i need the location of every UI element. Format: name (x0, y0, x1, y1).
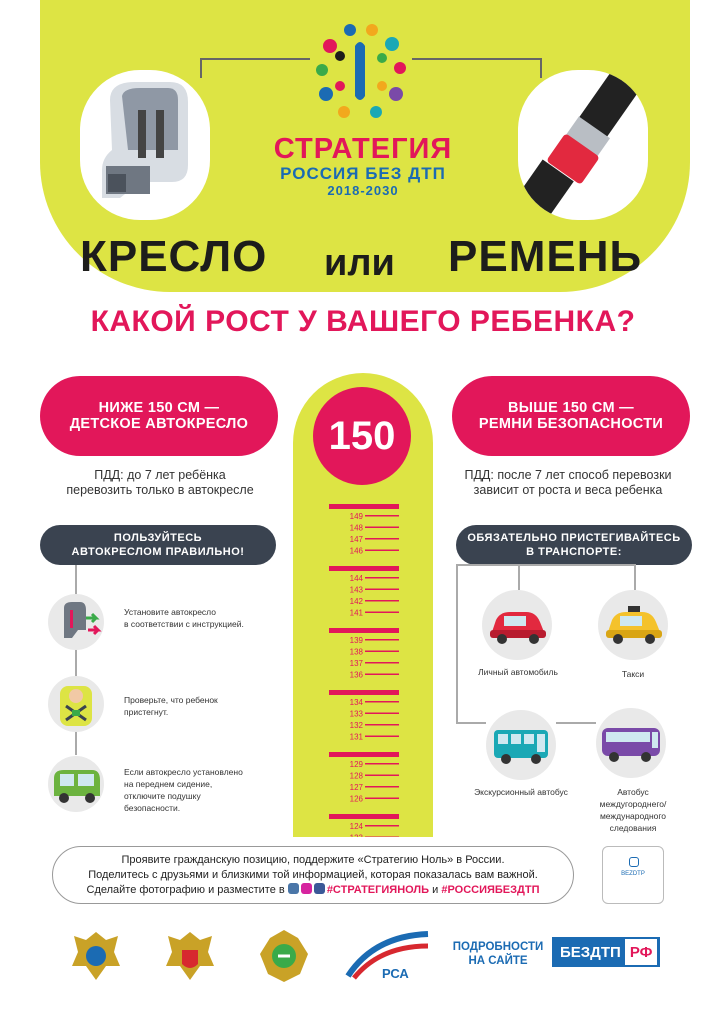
ruler-tick-label: 147 (349, 535, 363, 544)
car-seat-icon (80, 70, 210, 220)
vehicle-taxi-wrap (598, 590, 668, 660)
ruler-tick-label: 127 (349, 783, 363, 792)
step-1-line2: в соответствии с инструкцией. (124, 619, 244, 629)
car-icon (482, 590, 552, 660)
above-150-pill (452, 376, 690, 456)
ruler-minor-tick (365, 798, 399, 800)
vehicle-tour-bus-wrap (486, 710, 556, 780)
step-2-text (124, 694, 274, 718)
left-rule-text (30, 468, 290, 498)
ruler-minor-tick (365, 825, 399, 827)
right-rule-line1: ПДД: после 7 лет способ перевозки (464, 468, 672, 482)
qr-caption: BEZDTP (621, 871, 645, 877)
share-line3: Сделайте фотографию и разместите в (86, 884, 285, 896)
height-150-bubble: 150 (313, 387, 411, 485)
ruler-tick-label: 136 (349, 670, 363, 680)
ruler-minor-tick (365, 775, 399, 777)
headline-or: или (324, 242, 395, 284)
connector-right-drop (540, 58, 542, 78)
buckled-child-icon (48, 676, 104, 732)
ruler-tick-label: 142 (349, 597, 363, 606)
step-3-line4: безопасности. (124, 803, 181, 813)
ruler-tick-label: 126 (349, 794, 363, 804)
ruler-tick-label: 149 (349, 512, 363, 521)
seat-belt-icon (518, 70, 648, 220)
eagle-emblem-icon (66, 926, 126, 986)
ruler-minor-tick (365, 577, 399, 579)
vehicle-coach-wrap (596, 708, 666, 778)
step-2-line1: Проверьте, что ребенок (124, 695, 218, 705)
vehicle-car-wrap (482, 590, 552, 660)
headline-belt: РЕМЕНЬ (448, 232, 643, 281)
ruler-major-tick (329, 566, 399, 571)
branch-bus-horizontal (456, 722, 486, 724)
ruler-tick-label: 144 (349, 574, 363, 583)
vehicle-tour-bus-label: Экскурсионный автобус (474, 787, 568, 797)
ruler-tick-label (350, 834, 364, 838)
ruler-major-tick (329, 752, 399, 757)
instagram-small-icon (629, 857, 639, 867)
ruler-tick-label: 131 (349, 732, 363, 742)
ruler-minor-tick (365, 527, 399, 529)
vehicles-branch (456, 564, 636, 566)
step-2-line2: пристегнут. (124, 707, 169, 717)
car-seat-icon (48, 594, 104, 650)
ruler-tick-label: 141 (349, 608, 363, 618)
step-1-line1: Установите автокресло (124, 607, 216, 617)
seat-belt-illustration (518, 70, 648, 220)
ruler-minor-tick (365, 612, 399, 614)
buckle-up-line2: В ТРАНСПОРТЕ: (526, 546, 622, 558)
share-line2: Поделитесь с друзьями и близкими той информацией, которая показалась вам важной. (88, 869, 538, 881)
vehicle-coach-label2: междугороднего/ (599, 799, 667, 809)
bezdtp-part1: БЕЗДТП (560, 943, 621, 961)
branch-coach-horizontal (556, 722, 596, 724)
ruler-minor-tick (365, 736, 399, 738)
ruler-tick-label: 132 (349, 721, 363, 730)
ruler-minor-tick (365, 701, 399, 703)
car-seat-illustration (80, 70, 210, 220)
car-airbag-icon (48, 756, 104, 812)
traffic-police-emblem (254, 926, 314, 986)
step-3-line2: на переднем сидение, (124, 779, 213, 789)
emergency-ministry-emblem (160, 926, 220, 986)
vehicle-coach-label (590, 786, 676, 834)
ruler-tick-label: 143 (349, 585, 363, 595)
ruler-minor-tick (365, 662, 399, 664)
headline-seat: КРЕСЛО (80, 232, 268, 281)
instagram-qr-box[interactable] (602, 846, 664, 904)
step-3-line3: отключите подушку (124, 791, 201, 801)
share-line1: Проявите гражданскую позицию, поддержите «Стратегию Ноль» в России. (121, 854, 505, 866)
more-info-label (448, 940, 548, 968)
below-150-line1: НИЖЕ 150 СМ — (98, 400, 220, 416)
ruler-tick-label: 137 (349, 659, 363, 668)
ruler-minor-tick (365, 837, 399, 838)
hashtag-russia-no-accidents[interactable]: #РОССИЯБЕЗДТП (441, 884, 540, 896)
connector-left (200, 58, 310, 60)
vehicle-car-label: Личный автомобиль (478, 667, 558, 677)
bezdtp-part2: РФ (625, 939, 658, 965)
question-heading: КАКОЙ РОСТ У ВАШЕГО РЕБЕНКА? (90, 305, 636, 338)
eagle-shield-icon (160, 926, 220, 986)
step-1-text (124, 606, 274, 630)
vehicle-coach-label1: Автобус (617, 787, 649, 797)
svg-text:РСА: РСА (382, 966, 409, 981)
ruler-minor-tick (365, 550, 399, 552)
step-3-line1: Если автокресло установлено (124, 767, 243, 777)
coach-bus-icon (596, 708, 666, 778)
ruler-minor-tick (365, 763, 399, 765)
ruler-major-tick (329, 814, 399, 819)
ruler-tick-label: 148 (349, 523, 363, 533)
ruler-major-tick (329, 504, 399, 509)
ruler-tick-label: 128 (349, 771, 363, 781)
share-call-to-action (52, 846, 574, 904)
connector-left-drop (200, 58, 202, 78)
vehicle-coach-label3: международного следования (599, 811, 667, 833)
share-line3-row (53, 883, 573, 898)
ruler-minor-tick (365, 713, 399, 715)
ruler-minor-tick (365, 674, 399, 676)
taxi-icon (598, 590, 668, 660)
bezdtp-site-link[interactable] (552, 937, 660, 967)
step-2-icon-wrap (48, 676, 104, 732)
right-rule-line2: зависит от роста и веса ребенка (473, 483, 663, 497)
above-150-line2: РЕМНИ БЕЗОПАСНОСТИ (478, 416, 664, 432)
strategy-logo (300, 16, 420, 126)
left-rule-line1: ПДД: до 7 лет ребёнка (94, 468, 226, 482)
ruler-minor-tick (365, 724, 399, 726)
transport-ministry-emblem (66, 926, 126, 986)
hashtag-strategy-zero[interactable]: #СТРАТЕГИЯНОЛЬ (326, 884, 430, 896)
connector-right (412, 58, 542, 60)
ruler-minor-tick (365, 786, 399, 788)
police-badge-icon (254, 926, 314, 986)
ruler-minor-tick (365, 589, 399, 591)
use-seat-line2: АВТОКРЕСЛОМ ПРАВИЛЬНО! (71, 546, 245, 558)
ruler-tick-label: 124 (349, 822, 363, 831)
ruler-tick-label: 138 (349, 647, 363, 657)
ruler-major-tick (329, 628, 399, 633)
step-3-text (124, 766, 274, 814)
vk-icon[interactable] (288, 883, 299, 894)
strategy-years: 2018-2030 (327, 183, 399, 198)
vehicles-trunk (456, 564, 458, 724)
ruler-tick-label: 139 (349, 636, 363, 645)
rosavtodor-logo (344, 926, 432, 986)
rsa-logo-icon (344, 926, 432, 986)
branch-taxi (634, 564, 636, 590)
ruler-minor-tick (365, 651, 399, 653)
step-1-icon-wrap (48, 594, 104, 650)
ruler-tick-label: 129 (349, 760, 363, 769)
ruler-tick-label: 134 (349, 698, 363, 707)
ruler-tick-label: 146 (349, 546, 363, 556)
use-seat-correctly-header (40, 525, 276, 565)
strategy-logo-icon (300, 16, 420, 126)
right-rule-text (438, 468, 698, 498)
step-3-icon-wrap (48, 756, 104, 812)
ruler-minor-tick (365, 538, 399, 540)
strategy-title: СТРАТЕГИЯ (273, 133, 453, 165)
above-150-line1: ВЫШЕ 150 СМ — (508, 400, 634, 416)
facebook-icon[interactable] (314, 883, 325, 894)
ruler-minor-tick (365, 515, 399, 517)
tour-bus-icon (486, 710, 556, 780)
ruler-major-tick (329, 690, 399, 695)
more-info-line2: НА САЙТЕ (468, 955, 528, 967)
share-and: и (432, 884, 439, 896)
vehicle-taxi-label: Такси (621, 669, 645, 679)
branch-car (518, 564, 520, 590)
below-150-line2: ДЕТСКОЕ АВТОКРЕСЛО (69, 416, 249, 432)
more-info-line1: ПОДРОБНОСТИ (452, 941, 544, 953)
ruler-tick-label: 133 (349, 709, 363, 719)
below-150-pill (40, 376, 278, 456)
buckle-up-header (456, 525, 692, 565)
strategy-subtitle: РОССИЯ БЕЗ ДТП (280, 164, 446, 183)
left-rule-line2: перевозить только в автокресле (66, 483, 254, 497)
ruler-minor-tick (365, 639, 399, 641)
instagram-icon[interactable] (301, 883, 312, 894)
ruler-minor-tick (365, 600, 399, 602)
use-seat-line1: ПОЛЬЗУЙТЕСЬ (113, 532, 203, 544)
buckle-up-line1: ОБЯЗАТЕЛЬНО ПРИСТЕГИВАЙТЕСЬ (467, 532, 681, 544)
